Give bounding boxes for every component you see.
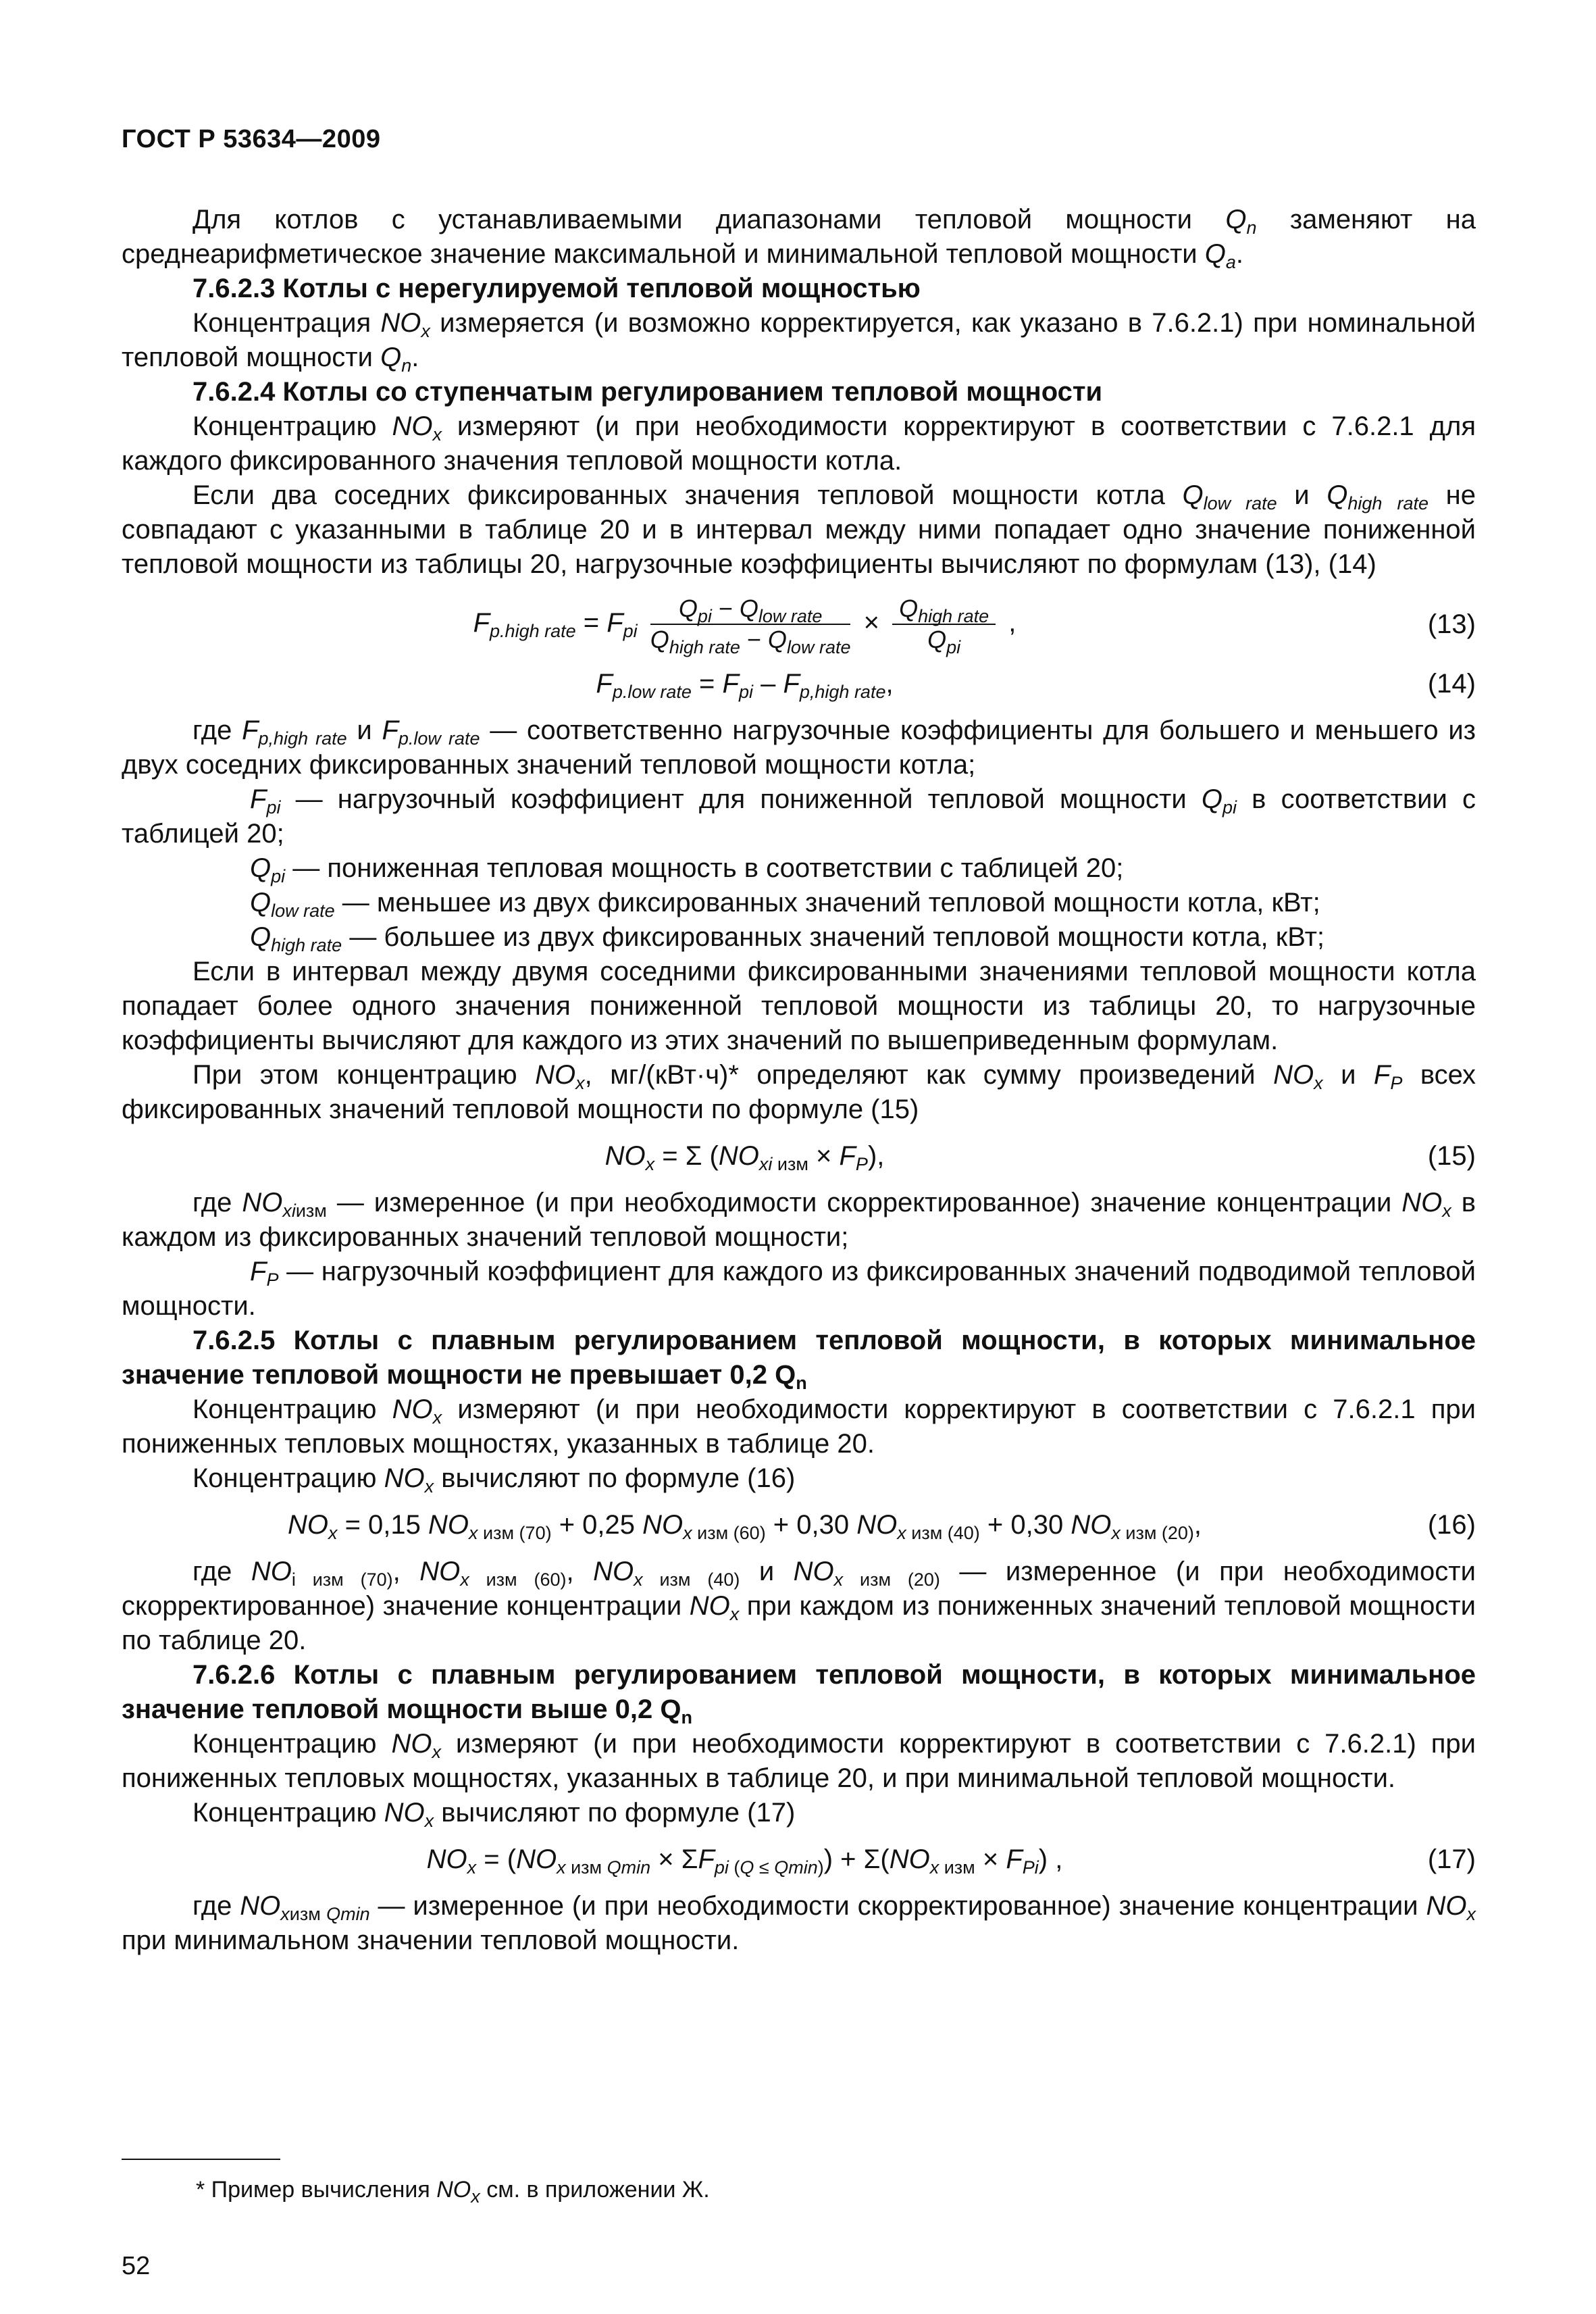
where-clause: $Q_{high rate}$ — большее из двух фиксированных значений тепловой мощности котла, кВт; <box>250 922 1325 955</box>
where-clause: $F_P$ — нагрузочный коэффициент для каждого из фиксированных значений подводимой тепловой мощности. <box>122 1257 1476 1321</box>
section-heading: 7.6.2.5 Котлы с плавным регулированием тепловой мощности, в которых минимальное значение тепловой мощности не превышает 0,2 $Q_n$ <box>122 1326 1476 1393</box>
equation-14: $F_{p.low rate} = F_{pi} - F_{p,high rate}$, (14) <box>122 667 1476 701</box>
equation-15: $NO_x = \Sigma$ ($NO_{xi}$ $_{изм} \times F_P$), (15) <box>122 1139 1476 1174</box>
section-heading: 7.6.2.4 Котлы со ступенчатым регулированием тепловой мощности <box>192 377 1103 407</box>
section-heading: 7.6.2.6 Котлы с плавным регулированием тепловой мощности, в которых минимальное значение тепловой мощности выше 0,2 $Q_n$ <box>122 1660 1476 1728</box>
footnote: * Пример вычисления $NO_x$ см. в приложении Ж. <box>196 2177 710 2207</box>
where-clause: где $NO_{xiизм}$ — измеренное (и при необходимости скорректированное) значение концентрации $NO_x$ в каждом из фиксированных значений тепловой мощности; <box>122 1188 1476 1252</box>
where-clause: где $F_{p,high rate}$ и $F_{p.low rate}$ — соответственно нагрузочные коэффициенты для большего и меньшего из двух соседних фиксированных значений тепловой мощности котла; <box>122 715 1476 780</box>
where-clause: $Q_{low rate}$ — меньшее из двух фиксированных значений тепловой мощности котла, кВт; <box>250 888 1320 921</box>
paragraph: Если в интервал между двумя соседними фиксированными значениями тепловой мощности котла попадает более одного значения пониженной тепловой мощности из таблицы 20, то нагрузочные коэффициенты вычисляют для каждого из этих значений по вышеприведенным формулам. <box>122 957 1476 1055</box>
paragraph: Концентрацию $NO_x$ измеряют (и при необходимости корректируют в соответствии с 7.6.2.1 при пониженных тепловых мощностях, указанных в таблице 20. <box>122 1394 1476 1459</box>
paragraph: Концентрацию $NO_x$ измеряют (и при необходимости корректируют в соответствии с 7.6.2.1 для каждого фиксированного значения тепловой мощности котла. <box>122 411 1476 476</box>
equation-13: $F_{p.high rate} = F_{pi}$ $\frac{Q_{pi} - Q_{low rate}}{Q_{high rate} - Q_{low rate}}$ × $\frac{Q_{high rate}}{Q_{pi}}$ , (13) <box>473 595 1476 657</box>
where-clause: $F_{pi}$ — нагрузочный коэффициент для пониженной тепловой мощности $Q_{pi}$ в соответствии с таблицей 20; <box>122 784 1476 849</box>
paragraph: Концентрацию $NO_x$ измеряют (и при необходимости корректируют в соответствии с 7.6.2.1) при пониженных тепловых мощностях, указанных в таблице 20, и при минимальной тепловой мощности. <box>122 1729 1476 1793</box>
paragraph: Если два соседних фиксированных значения тепловой мощности котла $Q_{low rate}$ и $Q_{high rate}$ не совпадают с указанными в таблице 20 и в интервал между ними попадает одно значение пониженной тепловой мощности из таблицы 20, нагрузочные коэффициенты вычисляют по формулам (13), (14) <box>122 480 1476 579</box>
footnote-rule <box>122 2159 280 2160</box>
paragraph: Концентрацию $NO_x$ вычисляют по формуле (16) <box>192 1463 796 1496</box>
document-header: ГОСТ Р 53634—2009 <box>122 125 381 153</box>
paragraph: При этом концентрацию $NO_x$, мг/(кВт·ч)* определяют как сумму произведений $NO_x$ и $F_P$ всех фиксированных значений тепловой мощности по формуле (15) <box>122 1060 1476 1124</box>
equation-number: (14) <box>1427 669 1476 699</box>
equation-number: (16) <box>1427 1510 1476 1540</box>
equation-17: $NO_x = (NO_x$ $_{изм Qmin} \times \Sigma F_{pi}$ $_{(Q \le Qmin)}) + \Sigma(NO_x$ $_{изм} \times F_{Pi}$) , (17) <box>122 1842 1476 1877</box>
document-body <box>122 203 1476 1958</box>
paragraph: Концентрация $NO_x$ измеряется (и возможно корректируется, как указано в 7.6.2.1) при номинальной тепловой мощности $Q_n$. <box>122 308 1476 376</box>
equation-number: (13) <box>1427 609 1476 639</box>
paragraph: Для котлов с устанавливаемыми диапазонами тепловой мощности $Q_n$ заменяют на среднеарифметическое значение максимальной и минимальной тепловой мощности $Q_a$. <box>122 205 1476 272</box>
where-clause: где $NO_{i изм (70)}$, $NO_x$ $_{изм (60)}$, $NO_x$ $_{изм (40)}$ и $NO_x$ $_{изм (20)}$ — измеренное (и при необходимости скорректированное) значение концентрации $NO_x$ при каждом из пониженных значений тепловой мощности по таблице 20. <box>122 1557 1476 1655</box>
where-clause: $Q_{pi}$ — пониженная тепловая мощность в соответствии с таблицей 20; <box>250 853 1124 886</box>
equation-number: (15) <box>1427 1141 1476 1171</box>
section-heading: 7.6.2.3 Котлы с нерегулируемой тепловой мощностью <box>192 274 921 303</box>
page-number: 52 <box>122 2252 151 2280</box>
equation-16: $NO_x = 0,15$ $NO_x$ $_{изм (70)}$ + 0,25 $NO_x$ $_{изм (60)}$ + 0,30 $NO_x$ $_{изм (40)}$ + 0,30 $NO_x$ $_{изм (20)}$, (16) <box>122 1508 1476 1542</box>
where-clause: где $NO_{xизм Qmin}$ — измеренное (и при необходимости скорректированное) значение концентрации $NO_x$ при минимальном значении тепловой мощности. <box>122 1891 1476 1955</box>
paragraph: Концентрацию $NO_x$ вычисляют по формуле (17) <box>192 1798 796 1831</box>
equation-number: (17) <box>1427 1844 1476 1874</box>
